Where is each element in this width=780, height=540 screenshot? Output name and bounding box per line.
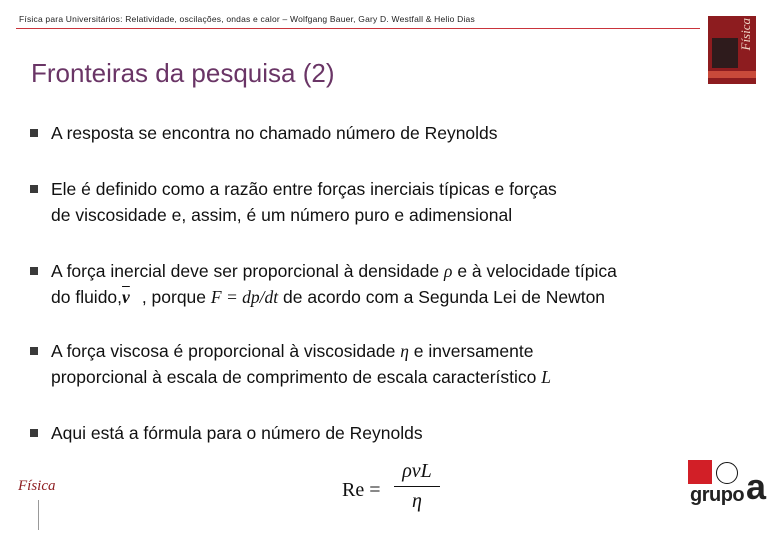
seal-icon bbox=[716, 462, 738, 484]
bullet-fragment: e à velocidade típica bbox=[457, 261, 617, 281]
bullet-square-icon bbox=[30, 347, 38, 355]
bullet-fragment: e inversamente bbox=[413, 341, 534, 361]
formula-lhs: Re = bbox=[342, 479, 381, 501]
bullet-fragment: , porque bbox=[141, 287, 207, 307]
bullet-item bbox=[30, 258, 617, 310]
bullet-item bbox=[30, 120, 498, 146]
bullet-text-line: de viscosidade e, assim, é um número puro e adimensional bbox=[51, 205, 513, 225]
mcgraw-hill-logo bbox=[688, 460, 712, 484]
bullet-item bbox=[30, 176, 557, 228]
bullet-text-line bbox=[51, 364, 551, 390]
bullet-square-icon bbox=[30, 129, 38, 137]
eta-symbol: η bbox=[400, 341, 409, 361]
bullet-text-line bbox=[51, 284, 617, 310]
bullet-text: A resposta se encontra no chamado número de Reynolds bbox=[51, 123, 498, 143]
velocity-vector-symbol: $\overline{v}$ bbox=[122, 287, 130, 307]
header-rule bbox=[16, 28, 700, 29]
bullet-text-line bbox=[51, 258, 617, 284]
header-credit: Física para Universitários: Relatividade, oscilações, ondas e calor – Wolfgang Bauer, Gary D. Westfall & Helio Dias bbox=[19, 14, 475, 24]
bullet-text-line: Ele é definido como a razão entre forças inerciais típicas e forças bbox=[51, 179, 557, 199]
bullet-square-icon bbox=[30, 429, 38, 437]
footer-right-logo bbox=[688, 460, 768, 530]
slide-title: Fronteiras da pesquisa (2) bbox=[31, 58, 335, 88]
bullet-fragment: A força viscosa é proporcional à viscosidade bbox=[51, 341, 396, 361]
bullet-fragment: do fluido, bbox=[51, 287, 123, 307]
bullet-fragment: proporcional à escala de comprimento de escala característico bbox=[51, 367, 537, 387]
bullet-text-line bbox=[51, 338, 551, 364]
formula-numerator: ρvL bbox=[402, 460, 432, 482]
rho-symbol: ρ bbox=[444, 261, 453, 281]
fraction-bar bbox=[394, 486, 440, 487]
footer-logo-divider bbox=[38, 500, 39, 530]
footer-left-logo bbox=[18, 478, 78, 538]
formula-fraction bbox=[394, 460, 440, 513]
length-symbol: L bbox=[541, 367, 551, 387]
book-cover-art bbox=[712, 38, 738, 68]
bullet-square-icon bbox=[30, 185, 38, 193]
bullet-text: Aqui está a fórmula para o número de Reynolds bbox=[51, 423, 423, 443]
grupo-a-mark: a bbox=[746, 466, 767, 507]
grupo-logo-text: grupo bbox=[690, 484, 745, 506]
formula-denominator: η bbox=[412, 490, 422, 512]
footer-logo-title: Física bbox=[18, 478, 56, 494]
bullet-square-icon bbox=[30, 267, 38, 275]
bullet-item bbox=[30, 338, 551, 390]
bullet-fragment: A força inercial deve ser proporcional à densidade bbox=[51, 261, 440, 281]
newton-equation: F = dp/dt bbox=[210, 287, 279, 307]
book-cover-strip bbox=[708, 71, 756, 78]
bullet-fragment: de acordo com a Segunda Lei de Newton bbox=[283, 287, 606, 307]
book-cover-title: Física bbox=[738, 18, 753, 51]
bullet-item bbox=[30, 420, 423, 446]
book-cover-image bbox=[708, 16, 756, 84]
